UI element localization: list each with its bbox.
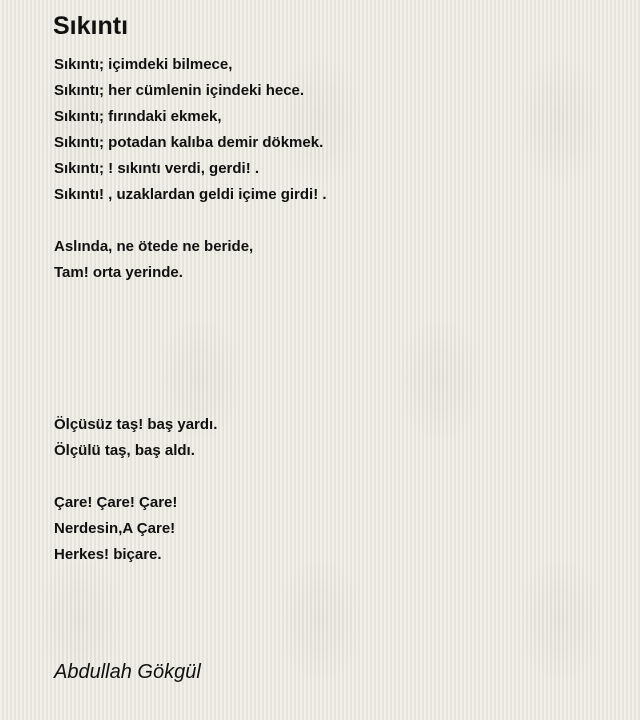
stanza-3 [54,412,614,464]
poem-line: Tam! orta yerinde. [54,264,183,281]
poem-line: Sıkıntı; içimdeki bilmece, [54,56,233,73]
poem-line: Sıkıntı; fırındaki ekmek, [54,108,222,125]
poem-line: Ölçüsüz taş! baş yardı. [54,416,218,433]
poem-line: Sıkıntı; ! sıkıntı verdi, gerdi! . [54,160,260,177]
poem-line: Aslında, ne ötede ne beride, [54,238,254,255]
stanza-4 [54,490,614,568]
poem-title: Sıkıntı [53,12,129,40]
stanza-gap [54,286,614,412]
poem-line: Sıkıntı; her cümlenin içindeki hece. [54,82,305,99]
poem-line: Ölçülü taş, baş aldı. [54,442,195,459]
poem-line: Nerdesin,A Çare! [54,520,176,537]
stanza-1 [54,52,614,208]
poem-line: Sıkıntı; potadan kalıba demir dökmek. [54,134,324,151]
stanza-2 [54,234,614,286]
poem-author: Abdullah Gökgül [54,661,201,683]
poem-line: Herkes! biçare. [54,546,162,563]
poem-body [54,52,614,568]
poem-line: Sıkıntı! , uzaklardan geldi içime girdi! . [54,186,327,203]
poem-line: Çare! Çare! Çare! [54,494,178,511]
stanza-gap [54,464,614,490]
stanza-gap [54,208,614,234]
